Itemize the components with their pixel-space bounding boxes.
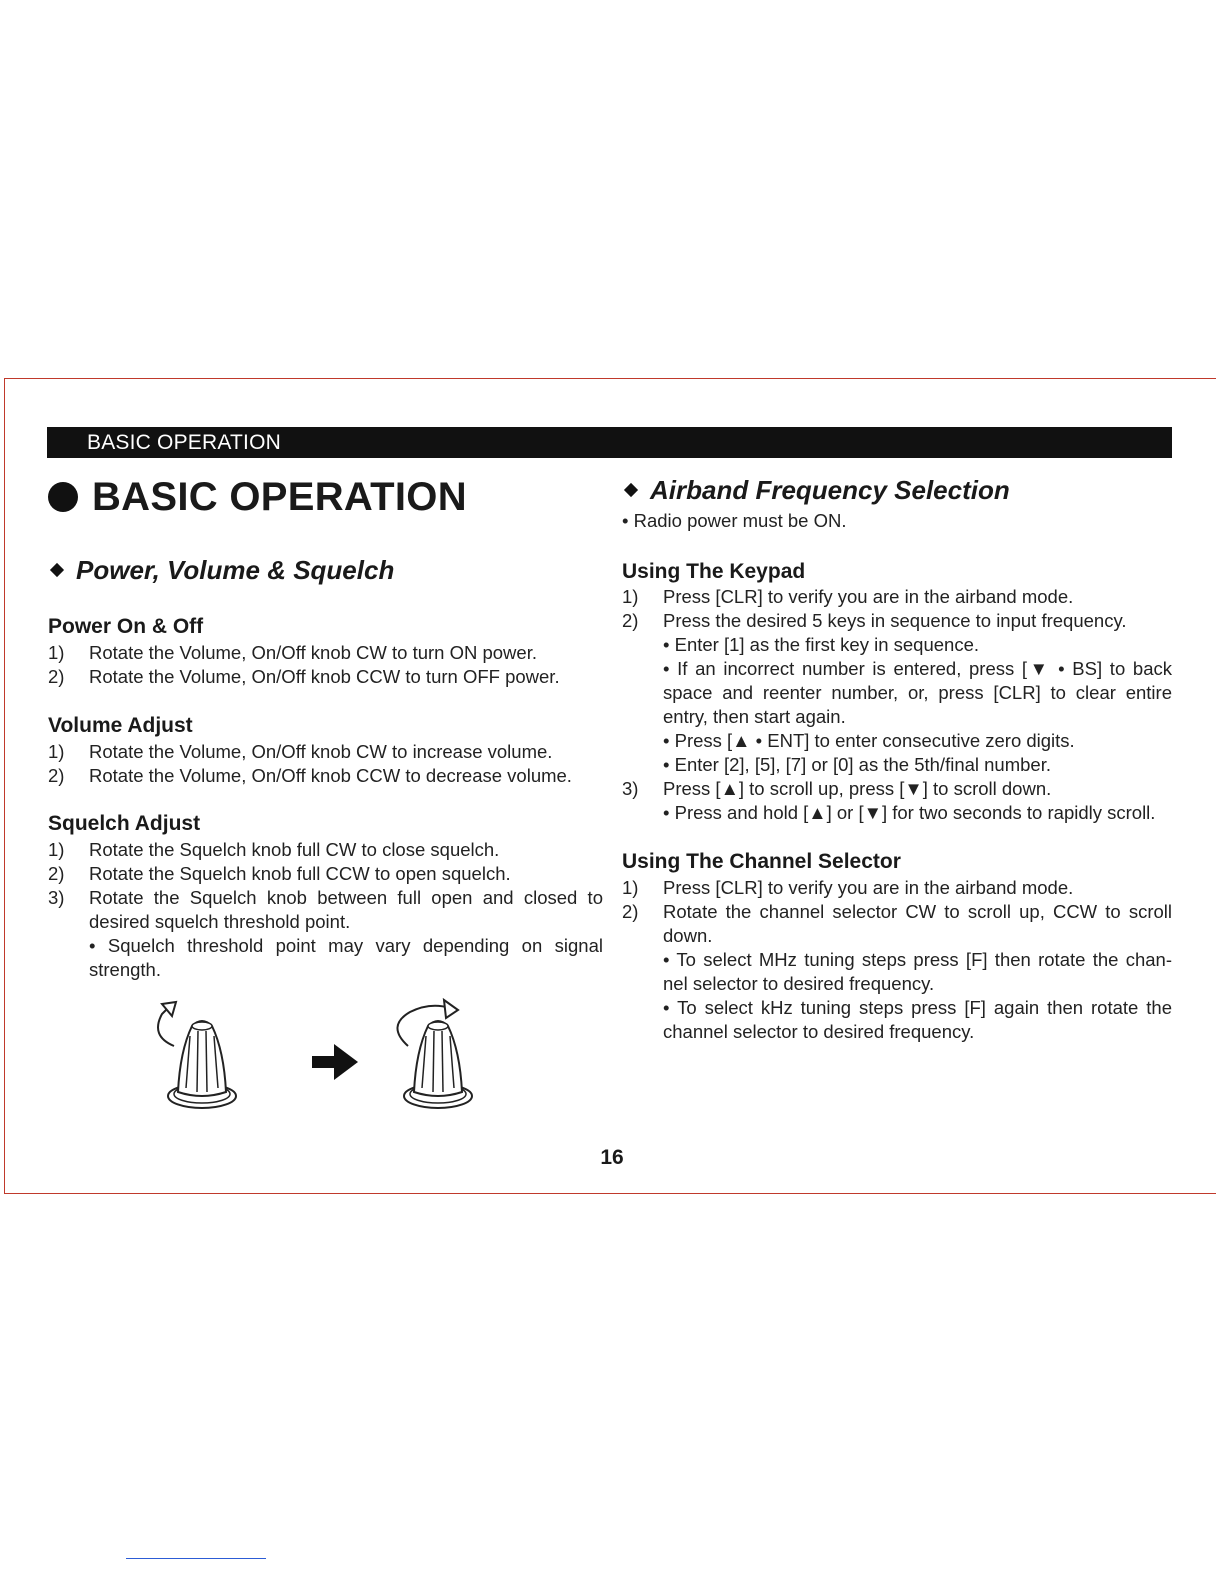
step-text: Press [CLR] to verify you are in the airband mode. [663,877,1074,898]
step-note: • Squelch threshold point may vary depending on signal strength. [89,935,603,980]
power-heading: Power On & Off [48,615,204,638]
step-number: 3) [48,887,65,908]
page-number: 16 [600,1146,624,1169]
step-text: Rotate the Squelch knob full CCW to open squelch. [89,863,511,884]
step-number: 1) [622,586,639,607]
list-item [48,641,608,665]
list-item [48,838,603,862]
step-text: Rotate the Volume, On/Off knob CCW to decrease volume. [89,765,572,786]
rotate-ccw-arrow-icon [158,1002,176,1046]
knob-closed-icon [404,1021,472,1108]
step-note: • Press [▲ • ENT] to enter consecutive zero digits. [663,730,1075,751]
step-note: • To select kHz tuning steps press [F] again then rotate the channel selector to desired frequency. [663,997,1172,1042]
keypad-heading: Using The Keypad [622,560,806,583]
list-item [48,740,608,764]
list-item [622,609,1172,777]
page-title [48,474,467,520]
step-text: Rotate the Squelch knob between full open and closed to desired squelch threshold point. [89,887,603,932]
list-item [48,886,603,982]
step-text: Rotate the Volume, On/Off knob CW to turn ON power. [89,642,537,663]
left-section-title [48,555,394,585]
list-item [48,665,608,689]
step-note: • Enter [1] as the first key in sequence. [663,634,979,655]
squelch-heading: Squelch Adjust [48,812,201,835]
knob-open-icon [168,1021,236,1108]
step-number: 1) [48,839,65,860]
power-requirement-note: • Radio power must be ON. [622,510,847,531]
page-title-text: BASIC OPERATION [92,475,467,519]
step-number: 1) [48,741,65,762]
step-note: • Enter [2], [5], [7] or [0] as the 5th/final number. [663,754,1051,775]
squelch-steps [48,838,603,982]
volume-heading: Volume Adjust [48,714,193,737]
section-header-bar [47,427,1172,458]
list-item [622,900,1172,1044]
bullet-dot-icon [48,482,78,512]
step-number: 2) [48,765,65,786]
left-section-title-text: Power, Volume & Squelch [76,555,395,585]
volume-steps [48,740,608,788]
step-note: • If an incorrect number is entered, press [▼ • BS] to back space and reenter number, or, press [CLR] to clear entire entry, then start again. [663,658,1172,727]
step-number: 2) [48,666,65,687]
list-item [622,777,1172,825]
right-section-title [622,475,1010,505]
list-item [48,764,608,788]
step-text: Press the desired 5 keys in sequence to input frequency. [663,610,1127,631]
step-number: 3) [622,778,639,799]
squelch-knob-illustration [140,996,480,1116]
step-number: 2) [48,863,65,884]
step-text: Rotate the Volume, On/Off knob CW to increase volume. [89,741,553,762]
power-steps [48,641,608,689]
step-number: 2) [622,610,639,631]
right-section-title-text: Airband Frequency Selection [650,475,1010,505]
list-item [622,585,1172,609]
footer-link-underline [126,1558,266,1559]
step-note: • To select MHz tuning steps press [F] then rotate the chan-nel selector to desired frequency. [663,949,1172,994]
step-number: 1) [622,877,639,898]
keypad-steps [622,585,1172,825]
step-text: Press [▲] to scroll up, press [▼] to scroll down. [663,778,1052,799]
right-arrow-icon [312,1044,358,1080]
section-header-label: BASIC OPERATION [87,431,281,454]
step-text: Rotate the Squelch knob full CW to close squelch. [89,839,500,860]
step-note: • Press and hold [▲] or [▼] for two seconds to rapidly scroll. [663,802,1156,823]
channel-selector-heading: Using The Channel Selector [622,850,901,873]
step-text: Press [CLR] to verify you are in the airband mode. [663,586,1074,607]
list-item [48,862,603,886]
channel-selector-steps [622,876,1172,1044]
step-text: Rotate the Volume, On/Off knob CCW to turn OFF power. [89,666,560,687]
step-number: 2) [622,901,639,922]
step-text: Rotate the channel selector CW to scroll up, CCW to scroll down. [663,901,1172,946]
diamond-icon [624,483,638,497]
list-item [622,876,1172,900]
diamond-icon [50,563,64,577]
step-number: 1) [48,642,65,663]
